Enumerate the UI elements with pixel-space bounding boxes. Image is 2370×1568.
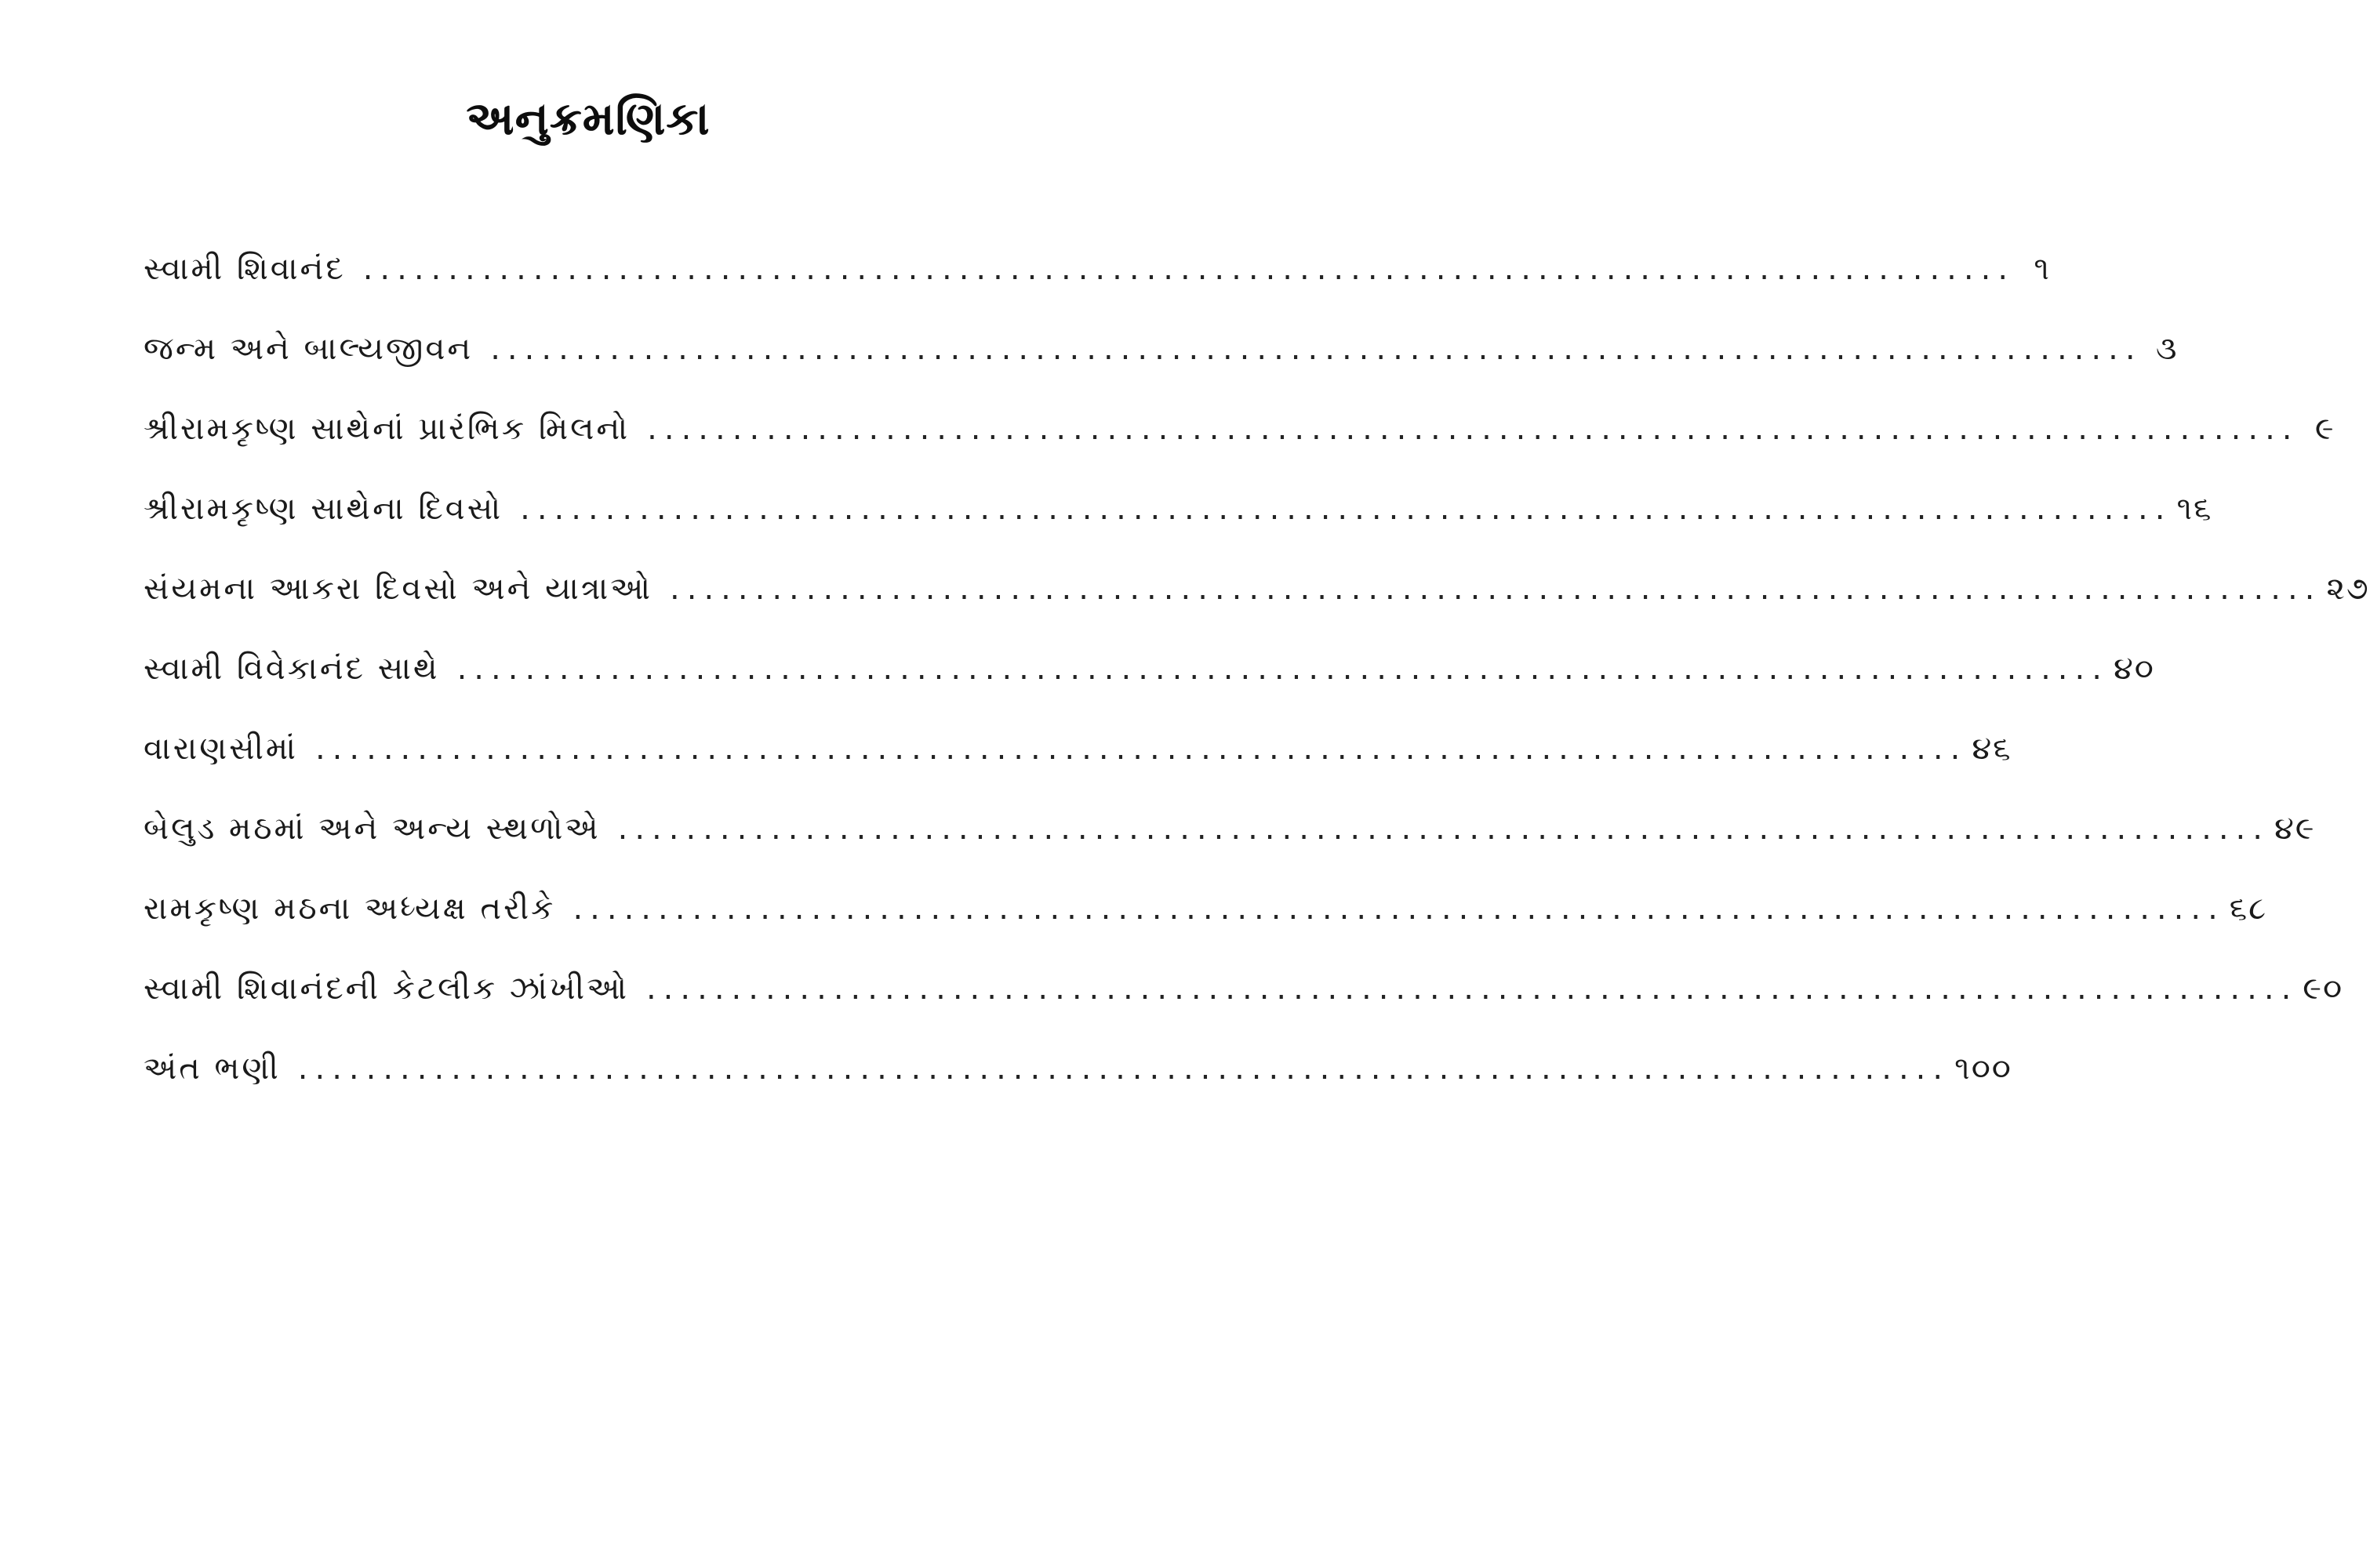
toc-entry [144, 789, 2316, 869]
toc-entry-page-number: ૪૯ [2274, 811, 2316, 847]
dot-leader: ................................................................................................. [647, 411, 2299, 447]
toc-entry [144, 549, 2370, 629]
toc-entry-title: વારાણસીમાં [144, 731, 298, 767]
toc-entry-page-number: ૪૦ [2113, 651, 2155, 687]
dot-leader: ................................................................................................. [490, 331, 2143, 367]
dot-leader: ................................................................................................. [297, 1051, 1950, 1087]
toc-entry-page-number: ૬૮ [2229, 891, 2268, 927]
toc-entry-title: અંત ભણી [144, 1051, 281, 1087]
toc-entry-page-number: ૩ [2155, 331, 2179, 367]
toc-entry [144, 949, 2344, 1029]
dot-leader: ................................................................................................. [573, 891, 2225, 927]
toc-entry [144, 389, 2335, 469]
dot-leader: ................................................................................................. [456, 651, 2109, 687]
dot-leader: ................................................................................................. [617, 811, 2270, 847]
toc-entry-title: રામકૃષ્ણ મઠના અધ્યક્ષ તરીકે [144, 891, 556, 927]
toc-entry-title: સ્વામી વિવેકાનંદ સાથે [144, 651, 440, 687]
toc-entry-page-number: ૯ [2314, 411, 2335, 447]
toc-entry-title: શ્રીરામકૃષ્ણ સાથેના દિવસો [144, 491, 503, 527]
toc-entry-page-number: ૯૦ [2303, 971, 2344, 1007]
toc-entry-title: જન્મ અને બાલ્યજીવન [144, 331, 474, 367]
toc-entry-page-number: ૧ [2034, 251, 2052, 287]
toc-entry-page-number: ૧૦૦ [1954, 1051, 2012, 1087]
toc-entry [144, 309, 2179, 389]
toc-entry-title: શ્રીરામકૃષ્ણ સાથેનાં પ્રારંભિક મિલનો [144, 411, 631, 447]
dot-leader: ................................................................................................. [362, 251, 2016, 287]
toc-entry-page-number: ૨૭ [2326, 571, 2370, 607]
toc-entry-title: સ્વામી શિવાનંદની કેટલીક ઝાંખીઓ [144, 971, 629, 1007]
toc-entry [144, 1029, 2012, 1109]
toc-entry-page-number: ૧૬ [2176, 491, 2213, 527]
toc-entry [144, 709, 2012, 789]
page-title: અનુક્રમણિકા [466, 91, 711, 145]
dot-leader: ................................................................................................. [670, 571, 2322, 607]
toc-entry [144, 229, 2052, 309]
toc-entry [144, 629, 2155, 709]
toc-entry-title: સંયમના આકરા દિવસો અને યાત્રાઓ [144, 571, 653, 607]
toc-entry [144, 869, 2268, 949]
dot-leader: ................................................................................................. [645, 971, 2299, 1007]
dot-leader: ................................................................................................. [520, 491, 2172, 527]
toc-entry-page-number: ૪૬ [1972, 731, 2012, 767]
toc-entry-title: બેલુડ મઠમાં અને અન્ય સ્થળોએ [144, 811, 601, 847]
toc-entry [144, 469, 2213, 549]
toc-entry-title: સ્વામી શિવાનંદ [144, 251, 346, 287]
table-of-contents [144, 229, 2370, 1109]
dot-leader: ................................................................................................. [314, 731, 1968, 767]
